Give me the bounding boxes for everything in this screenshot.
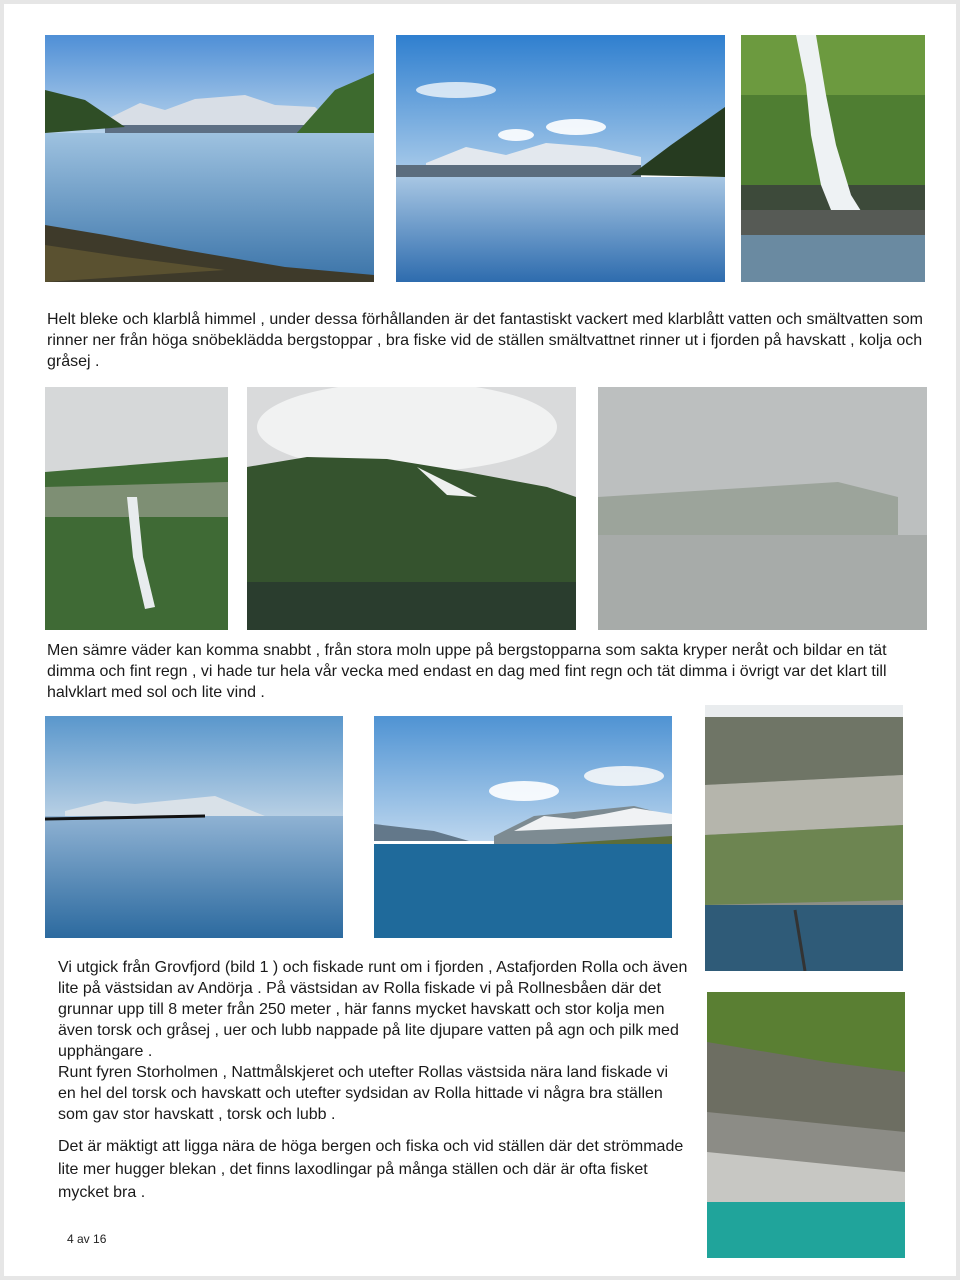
paragraph-intro-text: Helt bleke och klarblå himmel , under dessa förhållanden är det fantastiskt vackert med klarblått vatten och smältvatten som rinner ner från höga snöbeklädda bergstoppar , bra fiske vid de ställen smältvattnet rinner ut i fjorden på havskatt , kolja och gråsej . [47, 311, 923, 370]
paragraph-weather [47, 640, 932, 703]
fishing-text [58, 957, 690, 1204]
photo-fjord-calm-left [45, 35, 374, 282]
paragraph-storholmen-text: Runt fyren Storholmen , Nattmålskjeret och utefter Rollas västsida nära land fiskade vi en hel del torsk och havskatt och utefter sydsidan av Rolla hittade vi några bra ställen som gav stor havskatt , torsk och lubb . [58, 1064, 669, 1123]
paragraph-mountains-text: Det är mäktigt att ligga nära de höga bergen och fiska och vid ställen där det strömmade lite mer hugger blekan , det finns laxodlingar på många ställen och där är ofta fisket mycket bra . [58, 1138, 684, 1201]
photo-calm-sea-left [45, 716, 343, 938]
photo-open-sea-center [374, 716, 672, 938]
photo-fog-waterfall-left [45, 387, 228, 630]
page-number: 4 av 16 [67, 1232, 107, 1246]
photo-rocks-green-water-right [707, 992, 905, 1258]
photo-dense-fog-right [598, 387, 927, 630]
paragraph-intro [47, 309, 932, 372]
photo-waterfall-right [741, 35, 925, 282]
photo-clouds-mountain-center [247, 387, 576, 630]
paragraph-route-text: Vi utgick från Grovfjord (bild 1 ) och fiskade runt om i fjorden , Astafjorden Rolla och även lite på västsidan av Andörja . På västsidan av Rolla fiskade vi på Rollnesbåen där det grunnar upp till 8 meter från 250 meter , här fanns mycket havskatt och stor kolja men även torsk och gråsej , uer och lubb nappade på lite djupare vatten på agn och pilk med upphängare . [58, 959, 688, 1060]
paragraph-weather-text: Men sämre väder kan komma snabbt , från stora moln uppe på bergstopparna som sakta kryper neråt och bildar en tät dimma och fint regn , vi hade tur hela vår vecka med endast en dag med fint regn och tät dimma i övrigt var det klart till halvklart med sol och lite vind . [47, 642, 887, 701]
photo-cliffs-boat-right [705, 705, 903, 971]
document-page [4, 4, 956, 1276]
photo-fjord-clouds-center [396, 35, 725, 282]
